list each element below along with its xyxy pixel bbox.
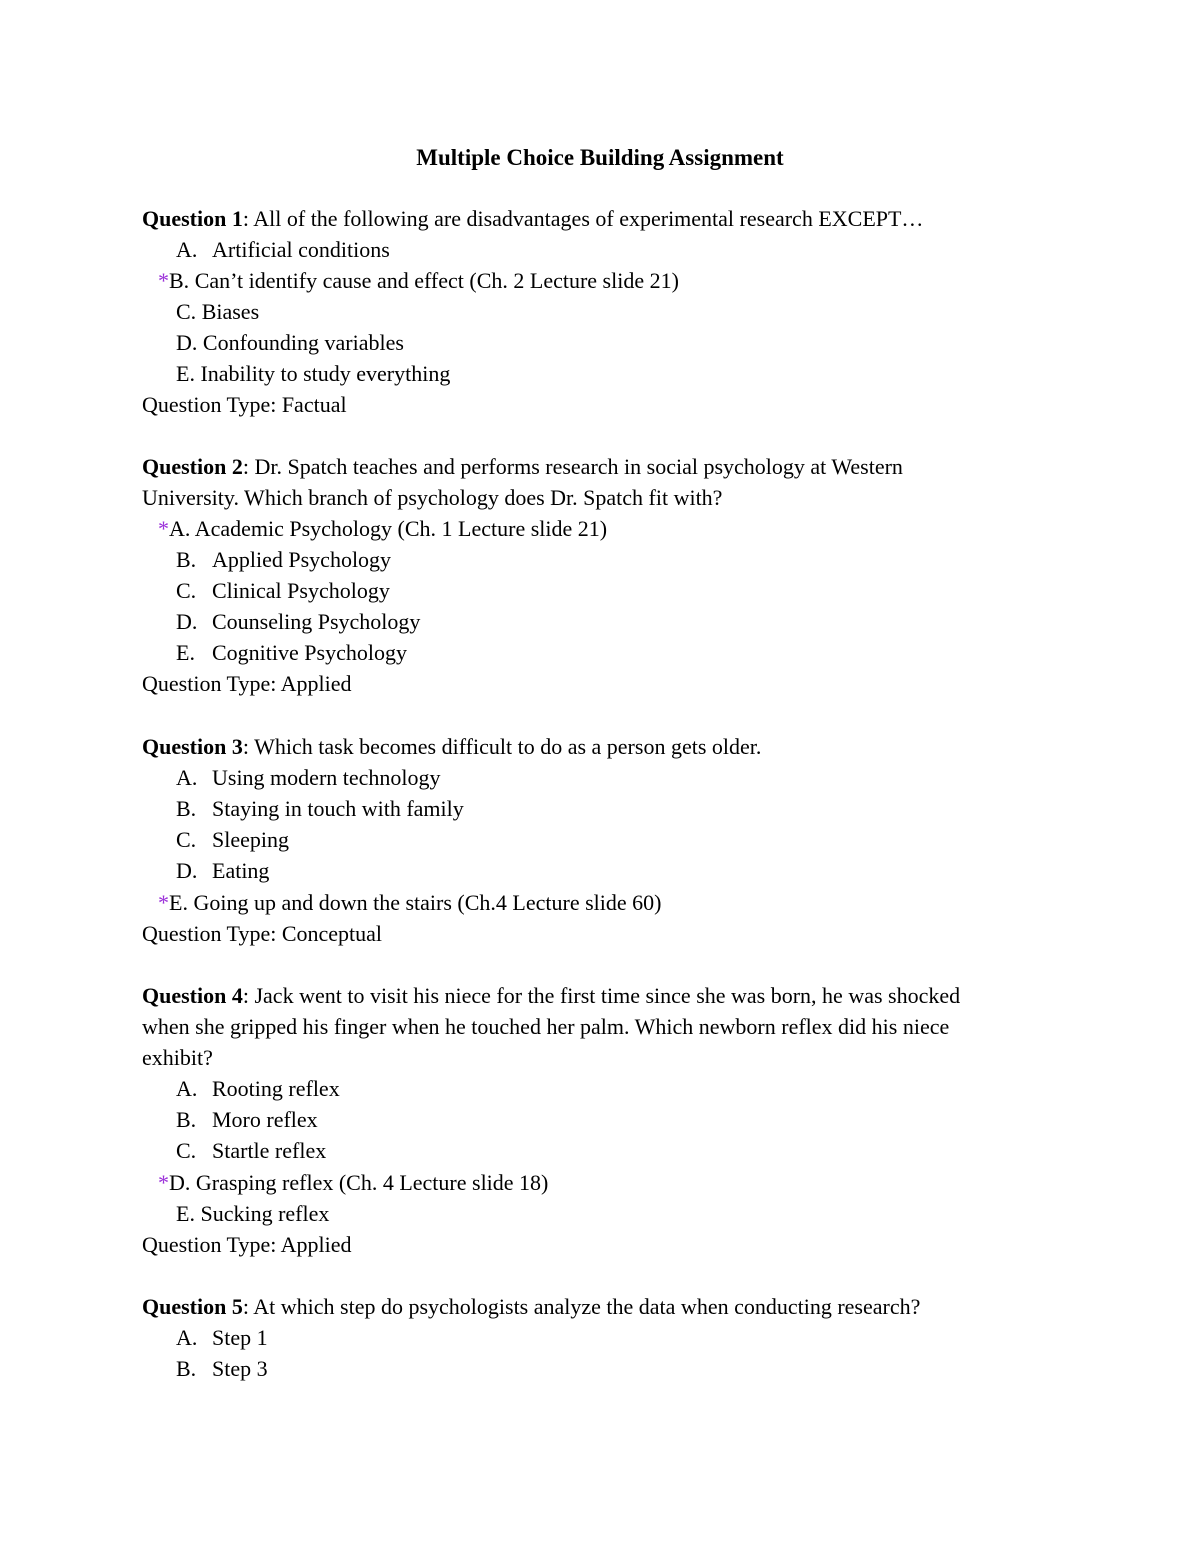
option-a	[176, 1073, 340, 1104]
option-letter: C.	[176, 1138, 197, 1163]
option-b	[176, 1353, 268, 1384]
option-letter: A.	[176, 1325, 198, 1350]
correct-answer-marker: *	[158, 1170, 169, 1195]
option-text: Academic Psychology (Ch. 1 Lecture slide 21)	[194, 516, 608, 541]
option-text: Clinical Psychology	[212, 578, 390, 603]
option-text: Sucking reflex	[200, 1201, 330, 1226]
option-c	[176, 296, 259, 327]
question-4-prompt	[142, 980, 960, 1011]
option-d-correct	[158, 1167, 548, 1198]
option-c	[176, 575, 390, 606]
option-b	[176, 793, 464, 824]
question-text: : All of the following are disadvantages of experimental research EXCEPT…	[242, 206, 924, 231]
question-type: Question Type: Conceptual	[142, 921, 383, 946]
question-text-continued: University. Which branch of psychology does Dr. Spatch fit with?	[142, 485, 723, 510]
question-type: Question Type: Applied	[142, 1232, 352, 1257]
option-letter: C.	[176, 299, 197, 324]
option-text: Confounding variables	[202, 330, 404, 355]
option-text: Cognitive Psychology	[212, 640, 407, 665]
option-letter: D.	[176, 330, 198, 355]
option-a	[176, 1322, 268, 1353]
option-b	[176, 1104, 318, 1135]
option-letter: D.	[176, 609, 198, 634]
option-text: Eating	[212, 858, 270, 883]
option-e	[176, 1198, 329, 1229]
question-5-prompt	[142, 1291, 920, 1322]
option-d	[176, 855, 269, 886]
option-text: Using modern technology	[212, 765, 441, 790]
option-letter: E.	[169, 890, 188, 915]
option-letter: B.	[169, 268, 190, 293]
option-text: Rooting reflex	[212, 1076, 340, 1101]
question-label: Question 4	[142, 983, 243, 1008]
option-letter: C.	[176, 827, 197, 852]
option-b	[176, 544, 391, 575]
question-label: Question 5	[142, 1294, 243, 1319]
page-title: Multiple Choice Building Assignment	[416, 145, 784, 170]
option-letter: A.	[176, 765, 198, 790]
question-label: Question 1	[142, 206, 243, 231]
option-text: Can’t identify cause and effect (Ch. 2 Lecture slide 21)	[194, 268, 679, 293]
option-d	[176, 327, 404, 358]
question-text: : Which task becomes difficult to do as a person gets older.	[242, 734, 762, 759]
option-text: Step 3	[212, 1356, 268, 1381]
question-2-prompt	[142, 451, 903, 482]
option-e	[176, 358, 450, 389]
question-label: Question 2	[142, 454, 243, 479]
option-text: Moro reflex	[212, 1107, 318, 1132]
option-e	[176, 637, 407, 668]
option-d	[176, 606, 420, 637]
option-letter: B.	[176, 1356, 197, 1381]
option-letter: E.	[176, 1201, 195, 1226]
question-type: Question Type: Factual	[142, 392, 347, 417]
question-label: Question 3	[142, 734, 243, 759]
option-text: Applied Psychology	[212, 547, 392, 572]
option-letter: D.	[169, 1170, 191, 1195]
option-letter: E.	[176, 640, 195, 665]
option-b-correct	[158, 265, 679, 296]
correct-answer-marker: *	[158, 890, 169, 915]
option-letter: A.	[169, 516, 191, 541]
question-1-prompt	[142, 203, 923, 234]
option-text: Startle reflex	[212, 1138, 327, 1163]
option-letter: B.	[176, 796, 197, 821]
option-text: Staying in touch with family	[212, 796, 464, 821]
option-text: Sleeping	[212, 827, 289, 852]
option-letter: D.	[176, 858, 198, 883]
option-text: Step 1	[212, 1325, 268, 1350]
question-text: : At which step do psychologists analyze the data when conducting research?	[242, 1294, 921, 1319]
option-text: Grasping reflex (Ch. 4 Lecture slide 18)	[195, 1170, 549, 1195]
option-c	[176, 824, 289, 855]
option-text: Inability to study everything	[200, 361, 451, 386]
option-c	[176, 1135, 326, 1166]
option-letter: E.	[176, 361, 195, 386]
option-a-correct	[158, 513, 607, 544]
option-a	[176, 762, 441, 793]
option-letter: B.	[176, 547, 197, 572]
option-e-correct	[158, 887, 661, 918]
option-text: Artificial conditions	[212, 237, 390, 262]
correct-answer-marker: *	[158, 268, 169, 293]
question-type: Question Type: Applied	[142, 671, 352, 696]
correct-answer-marker: *	[158, 516, 169, 541]
option-letter: B.	[176, 1107, 197, 1132]
question-text-continued: when she gripped his finger when he touched her palm. Which newborn reflex did his niece	[142, 1014, 950, 1039]
question-text: : Dr. Spatch teaches and performs research in social psychology at Western	[242, 454, 903, 479]
option-text: Going up and down the stairs (Ch.4 Lecture slide 60)	[193, 890, 662, 915]
question-text-continued: exhibit?	[142, 1045, 213, 1070]
option-letter: C.	[176, 578, 197, 603]
option-text: Biases	[201, 299, 260, 324]
question-3-prompt	[142, 731, 761, 762]
option-text: Counseling Psychology	[212, 609, 421, 634]
option-letter: A.	[176, 1076, 198, 1101]
option-a	[176, 234, 390, 265]
question-text: : Jack went to visit his niece for the first time since she was born, he was shocked	[242, 983, 961, 1008]
option-letter: A.	[176, 237, 198, 262]
